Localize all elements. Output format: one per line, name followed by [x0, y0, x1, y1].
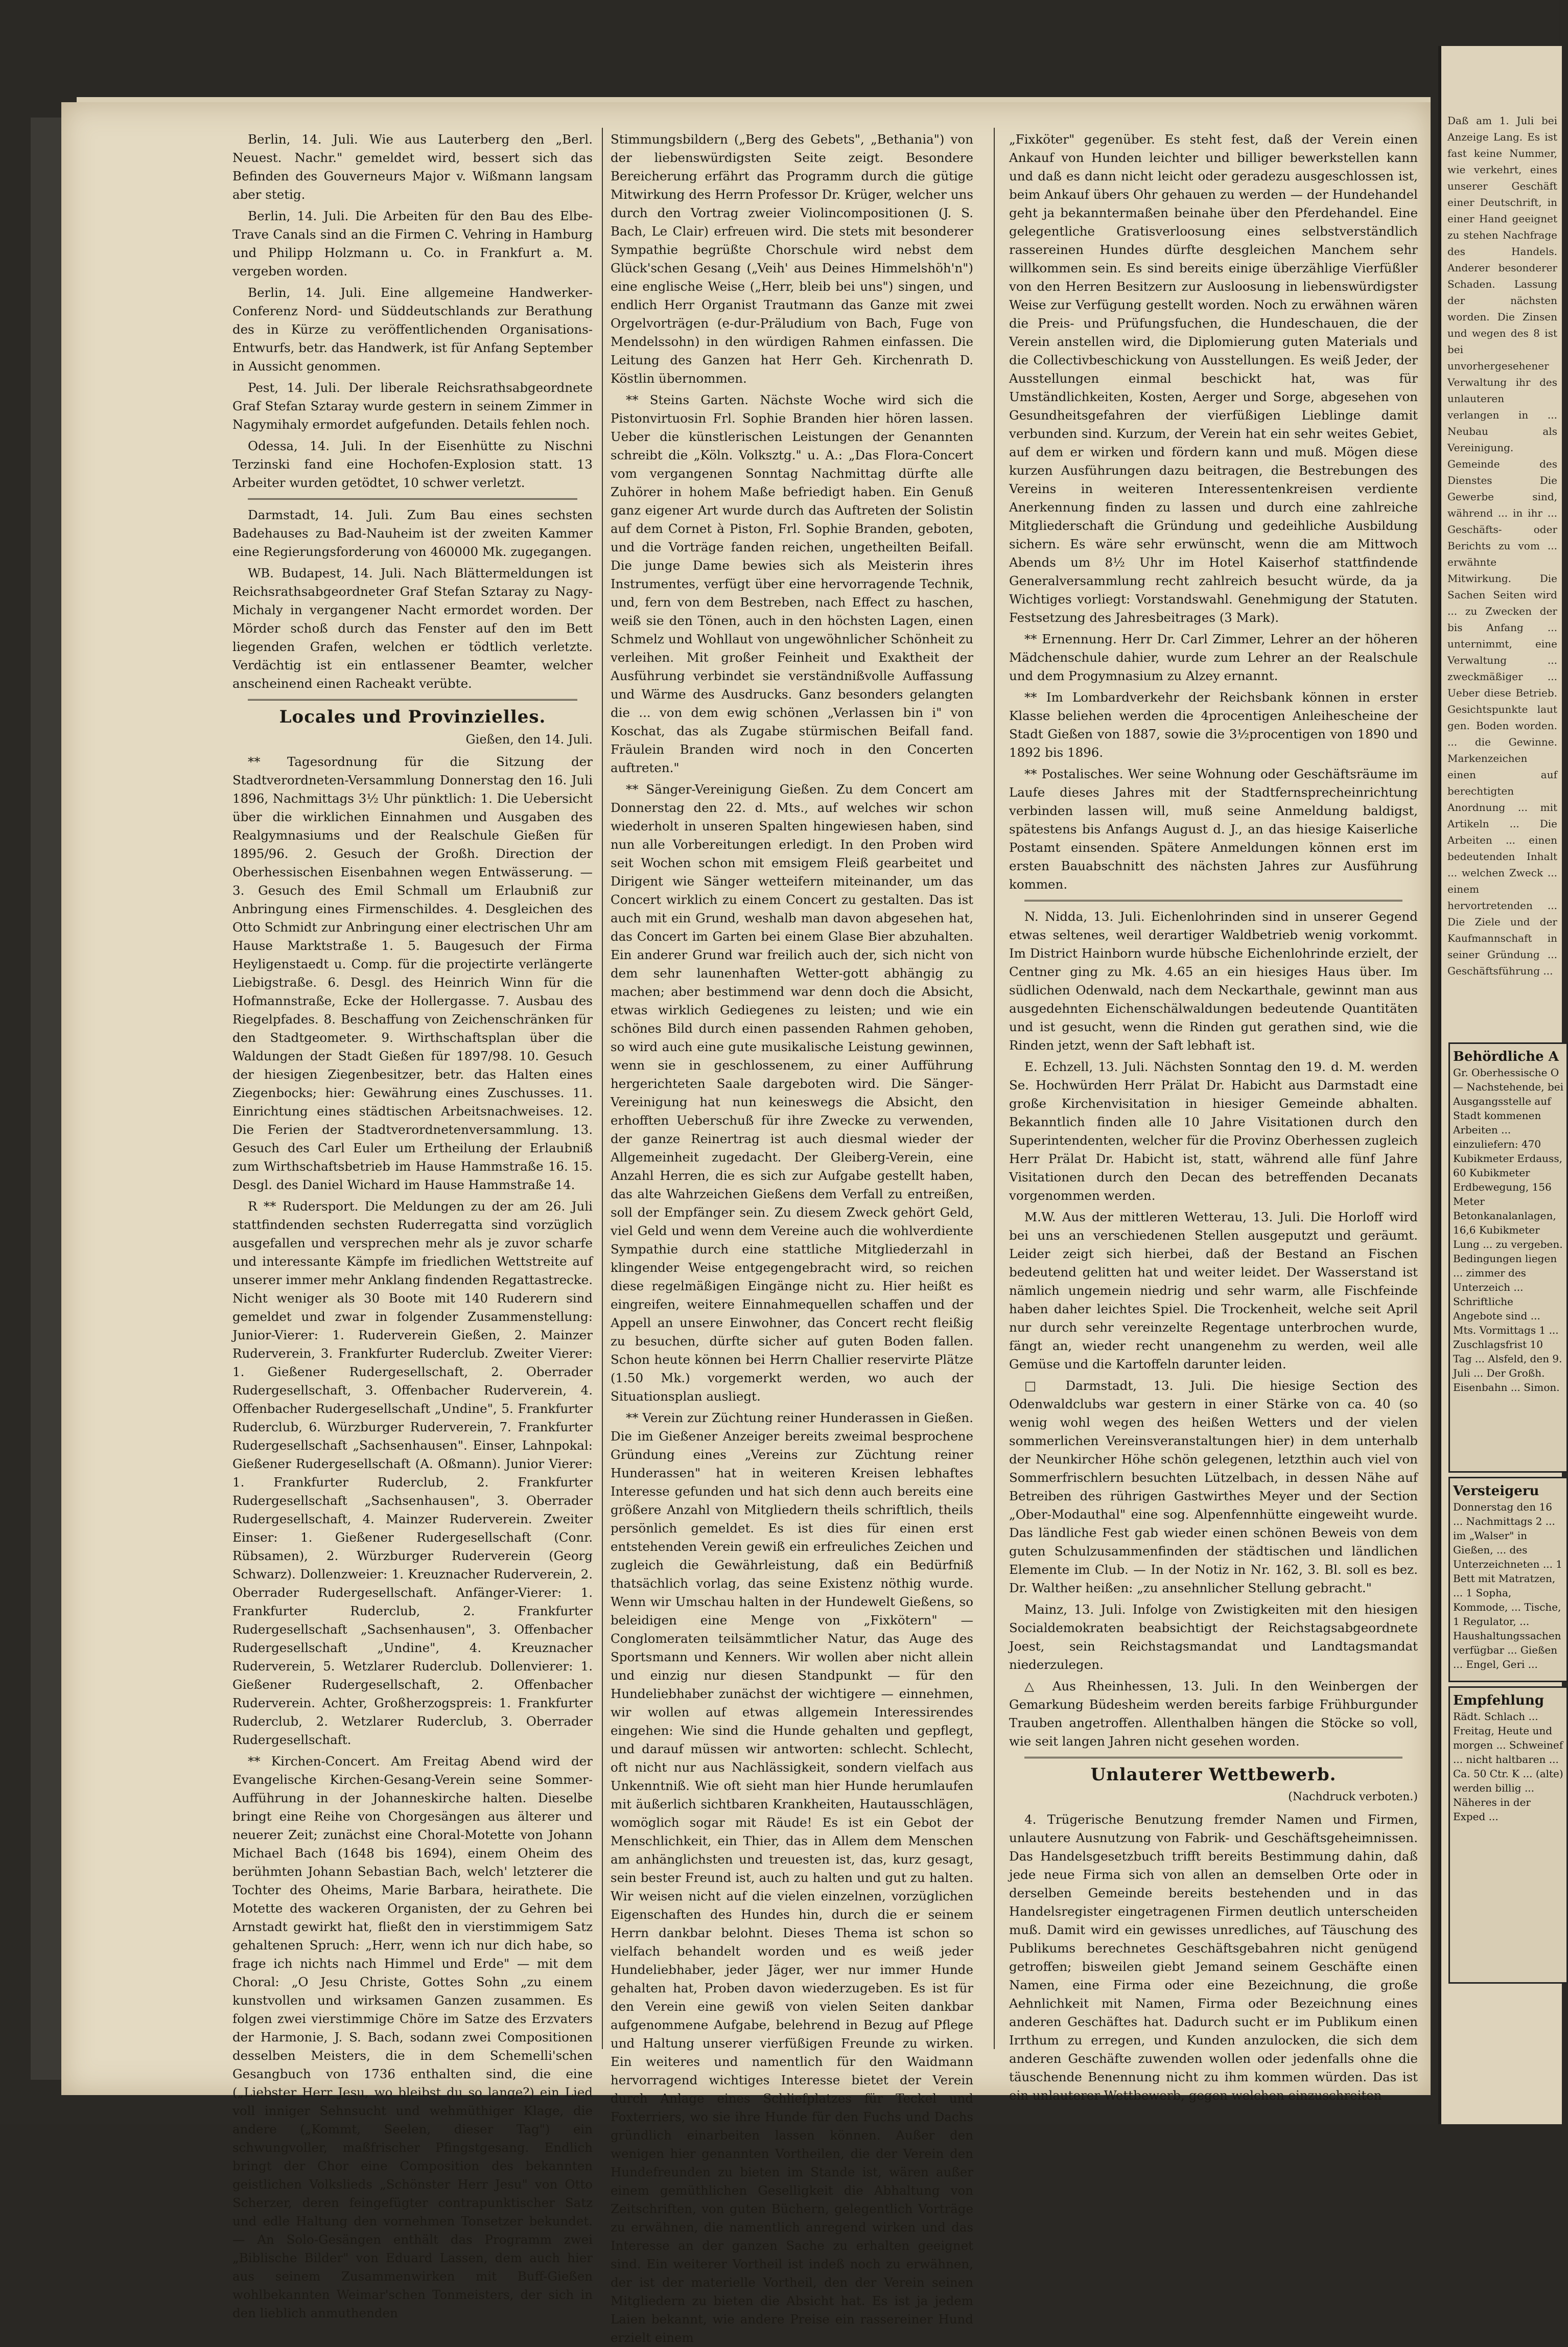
section-separator — [1024, 900, 1402, 901]
dateline: Gießen, den 14. Juli. — [465, 732, 593, 747]
ad-body: Donnerstag den 16 ... Nachmittags 2 ... im „Walser" in Gießen, ... des Unterzeichneten ... 1 Bett mit Matratzen, ... 1 Sopha, Kommode, ... Tische, 1 Regulator, ... Haushaltungssachen verfügbar ... Gießen ... Engel, Geri ... — [1453, 1501, 1563, 1670]
article-paragraph: Stimmungsbildern („Berg des Gebets", „Bethania") von der liebenswürdigsten Seite zeigt. Besondere Bereicherung erfährt das Programm durch die gütige Mitwirkung des Herrn Professor Dr. Krüger, welcher uns durch den Vortrag zweier Violincompositionen (J. S. Bach, Le Clair) erfreuen wird. Die stets mit besonderer Sympathie begrüßte Chorschule wird nebst dem Glück'schen Gesang („Veih' aus Deines Himmelshöh'n") eine englische Weise („Herr, bleib bei uns") singen, und endlich Herr Organist Trautmann das Ganze mit zwei Orgelvorträgen (e-dur-Präludium von Bach, Fuge von Mendelssohn) in den würdigen Rahmen einfassen. Die Leitung des Ganzen hat Herr Geh. Kirchenrath D. Köstlin übernommen. — [611, 132, 973, 386]
article-paragraph: ** Postalisches. Wer seine Wohnung oder Geschäftsräume im Laufe dieses Jahres mit der Stadtfernsprecheinrichtung verbinden lassen will, muß seine Anmeldung baldigst, spätestens bis Anfangs August d. J., an das hiesige Kaiserliche Postamt einsenden. Spätere Anmeldungen können erst im ersten Bauabschnitt des nächsten Jahres zur Ausführung kommen. — [1009, 766, 1418, 892]
article-paragraph: „Fixköter" gegenüber. Es steht fest, daß der Verein einen Ankauf von Hunden leichter und billiger bewerkstellen kann und daß es dann nicht leicht oder geradezu ausgeschlossen ist, beim Ankauf übers Ohr gehauen zu werden — der Hundehandel geht ja bekanntermaßen beinahe über den Pferdehandel. Eine gelegentliche Gratisverloosung eines selbstverständlich rassereinen Hundes dürfte desgleichen Manchem sehr willkommen sein. Es sind bereits einige überzählige Vierfüßler von den Herren Besitzern zur Ausloosung in liebenswürdigster Weise zur Verfügung gestellt worden. Noch zu erwähnen wären die Preis- und Prüfungsfuchen, die Hundeschauen, die der Verein anstellen wird, die Diplomierung guten Materials und die Collectivbeschickung von Ausstellungen. Es weiß Jeder, der Ausstellungen einmal beschickt hat, was für Umständlichkeiten, Kosten, Aerger und Sorge, abgesehen von Gesundheitsgefahren der vierfüßigen Lieblinge damit verbunden sind. Kurzum, der Verein hat ein sehr weites Gebiet, auf dem er wirken und fördern kann und muß. Mögen diese kurzen Ausführungen dazu beitragen, die Bestrebungen des Vereins in weiteren Interessentenkreisen verdiente Anerkennung finden zu lassen und durch eine zahlreiche Mitgliederschaft die Gründung und gedeihliche Ausbildung sichern. Es wäre sehr erwünscht, wenn die am Mittwoch Abends um 8½ Uhr im Hotel Kaiserhof stattfindende Generalversammlung recht zahlreich besucht würde, da ja Wichtiges vorliegt: Vorstandswahl. Genehmigung der Statuten. Festsetzung des Jahresbeitrages (3 Mark). — [1009, 132, 1418, 625]
ad-body: Rädt. Schlach ... Freitag, Heute und morgen ... Schweinef ... nicht haltbaren ... Ca. 50 Ctr. K ... (alte) werden billig ... Näheres in der Exped ... — [1453, 1710, 1563, 1823]
ad-official-notice — [1448, 1042, 1568, 1473]
article-paragraph: Berlin, 14. Juli. Wie aus Lauterberg den „Berl. Neuest. Nachr." gemeldet wird, bessert sich das Befinden des Gouverneurs Major v. Wißmann langsam aber stetig. — [232, 132, 593, 202]
section-heading: Locales und Provinzielles. — [279, 707, 546, 727]
column-2 — [611, 130, 973, 2345]
article-paragraph: M.W. Aus der mittleren Wetterau, 13. Juli. Die Horloff wird bei uns an verschiedenen Stellen ausgeputzt und geräumt. Leider zeigt sich hierbei, daß der Bestand an Fischen bedeutend gelitten hat und weiter leidet. Der Wasserstand ist nämlich ungemein niedrig und sehr warm, alle Fischfeinde haben daher leichtes Spiel. Die Trockenheit, welche seit April nur durch sehr vereinzelte Regentage unterbrochen wurde, fängt an, wieder recht unangenehm zu werden, weil alle Gemüse und die Kartoffeln darunter leiden. — [1009, 1210, 1418, 1372]
column-1 — [232, 130, 593, 2320]
article-paragraph: 4. Trügerische Benutzung fremder Namen und Firmen, unlautere Ausnutzung von Fabrik- und Geschäftsgeheimnissen. Das Handelsgesetzbuch trifft bereits Bestimmung dahin, daß jede neue Firma sich von allen an demselben Orte oder in derselben Gemeinde bereits bestehenden und in das Handelsregister eingetragenen Firmen deutlich unterscheiden muß. Damit wird ein gewisses unredliches, auf Täuschung des Publikums berechnetes Geschäftsgebahren nicht genügend getroffen; bisweilen giebt Jemand seinem Geschäfte einen Namen, eine Firma oder eine Bezeichnung, die große Aehnlichkeit mit Namen, Firma oder Bezeichnung eines anderen Geschäftes hat. Dadurch sucht er im Publikum einen Irrthum zu erregen, und Kunden anzulocken, die sich dem anderen Geschäfte zuwenden wollen oder jedenfalls ohne die täuschende Benennung nicht zu ihm kommen würden. Das ist ein unlauterer Wettbewerb, gegen welchen einzuschreiten — [1009, 1812, 1418, 2103]
ad-auction — [1448, 1477, 1568, 1682]
column-3 — [1009, 130, 1418, 2103]
article-paragraph: ** Sänger-Vereinigung Gießen. Zu dem Concert am Donnerstag den 22. d. Mts., auf welches wir schon wiederholt in unseren Spalten hingewiesen haben, sind nun alle Vorbereitungen erledigt. In den Proben wird seit Wochen schon mit emsigem Fleiß gearbeitet und Dirigent wie Sänger wetteifern miteinander, um das Concert wirklich zu einem Concert zu gestalten. Das ist auch mit ein Grund, weshalb man davon abgesehen hat, das Concert im Garten bei einem Glase Bier abzuhalten. Ein anderer Grund war freilich auch der, sich nicht von dem sehr launenhaften Wetter-gott abhängig zu machen; aber bestimmend war denn doch die Absicht, etwas wirklich Gediegenes zu leisten; und wie ein schönes Bild durch einen passenden Rahmen gehoben, so wird auch eine gute musikalische Leistung gewinnen, wenn sie in geschlossenem, zu einer Aufführung hergerichteten Saale dargeboten wird. Die Sänger-Vereinigung hat nun keineswegs die Absicht, den erhofften Ueberschuß für ihre Zwecke zu verwenden, der ganze Reinertrag ist auch diesmal wieder der Allgemeinheit zugedacht. Der Gleiberg-Verein, eine Anzahl Herren, die es sich zur Aufgabe gestellt haben, das alte Wahrzeichen Gießens dem Verfall zu entreißen, soll der Empfänger sein. Zu diesem Zweck gehört Geld, viel Geld und wenn dem Vereine auch die wohlverdiente Sympathie durch eine stattliche Mitgliederzahl in klingender Weise entgegengebracht wird, so reichen diese regelmäßigen Eingänge nicht zu. Hier heißt es eingreifen, weitere Einnahmequellen schaffen und der Appell an unsere Einwohner, das Concert recht fleißig zu besuchen, dürfte sicher auf guten Boden fallen. Schon heute können bei Herrn Challier reservirte Plätze (1.50 Mk.) vorgemerkt werden, wo auch der Situationsplan ausliegt. — [611, 782, 973, 1404]
article-paragraph: WB. Budapest, 14. Juli. Nach Blättermeldungen ist Reichsrathsabgeordneter Graf Stefan Sztaray zu Nagy-Michaly in vergangener Nacht ermordet worden. Der Mörder schoß durch das Fenster auf den im Bett liegenden Grafen, welchen er tödtlich verletzte. Verdächtig ist ein entlassener Beamter, welcher anscheinend einen Racheakt verübte. — [232, 566, 593, 691]
ad-title: Behördliche A — [1453, 1049, 1559, 1064]
article-paragraph: Berlin, 14. Juli. Eine allgemeine Handwerker-Conferenz Nord- und Süddeutschlands zur Berathung des in Kürze zu veröffentlichenden Organisations-Entwurfs, betr. das Handwerk, ist für Anfang September in Aussicht genommen. — [232, 285, 593, 374]
book-binding-edge — [31, 118, 61, 2080]
article-paragraph: R ** Rudersport. Die Meldungen zu der am 26. Juli stattfindenden sechsten Ruderregatta sind vorzüglich ausgefallen und versprechen mehr als je zuvor scharfe und interessante Kämpfe im friedlichen Wettstreite auf unserer immer mehr Anklang findenden Regattastrecke. Nicht weniger als 30 Boote mit 140 Ruderern sind gemeldet und zwar in folgender Zusammenstellung: Junior-Vierer: 1. Ruderverein Gießen, 2. Mainzer Ruderverein, 3. Frankfurter Ruderclub. Zweiter Vierer: 1. Gießener Rudergesellschaft, 2. Oberrader Rudergesellschaft, 3. Offenbacher Ruderverein, 4. Offenbacher Rudergesellschaft „Undine", 5. Frankfurter Ruderclub, 6. Würzburger Ruderverein, 7. Frankfurter Rudergesellschaft „Sachsenhausen". Einser, Lahnpokal: Gießener Rudergesellschaft (A. Oßmann). Junior Vierer: 1. Frankfurter Ruderclub, 2. Frankfurter Rudergesellschaft „Sachsenhausen", 3. Oberrader Rudergesellschaft, 4. Mainzer Ruderverein. Zweiter Einser: 1. Gießener Rudergesellschaft (Conr. Rübsamen), 2. Würzburger Ruderverein (Georg Schwarz). Dollenzweier: 1. Kreuznacher Ruderverein, 2. Oberrader Rudergesellschaft. Anfänger-Vierer: 1. Frankfurter Ruderclub, 2. Frankfurter Rudergesellschaft „Sachsenhausen", 3. Offenbacher Rudergesellschaft „Undine", 4. Kreuznacher Ruderverein, 5. Wetzlarer Ruderclub. Dollenvierer: 1. Gießener Rudergesellschaft, 2. Offenbacher Ruderverein. Achter, Großherzogspreis: 1. Frankfurter Ruderclub, 2. Wetzlarer Ruderclub, 3. Oberrader Rudergesellschaft. — [232, 1199, 593, 1747]
article-paragraph: ** Steins Garten. Nächste Woche wird sich die Pistonvirtuosin Frl. Sophie Branden hier hören lassen. Ueber die künstlerischen Leistungen der Genannten schreibt die „Köln. Volksztg." u. A.: „Das Flora-Concert vom vergangenen Sonntag Nachmittag dürfte alle Zuhörer in hohem Maße befriedigt haben. Ein Genuß ganz eigener Art wurde durch das Auftreten der Solistin auf dem Cornet à Piston, Frl. Sophie Branden, geboten, und die Vorträge fanden reichen, ungetheilten Beifall. Die junge Dame bewies sich als Meisterin ihres Instrumentes, verfügt über eine hervorragende Technik, und, fern von dem Bestreben, nach Effect zu haschen, weiß sie den Tönen, auch in den höchsten Lagen, einen Schmelz und Wohllaut von ungewöhnlicher Schönheit zu verleihen. Mit großer Feinheit und Exaktheit der Ausführung verbindet sie verständnißvolle Auffassung und Wärme des Ausdrucks. Ganz besonders gelangten die ... von dem ewig schönen „Verlassen bin i" von Koschat, das als Zugabe stürmischen Beifall fand. Fräulein Branden wird noch in den Concerten auftreten." — [611, 392, 973, 775]
adjacent-page-text: Daß am 1. Juli bei Anzeige Lang. Es ist fast keine Nummer, wie verkehrt, eines unserer Geschäft einer Deutschrift, in einer Hand geeignet zu stehen Nachfrage des Handels. Anderer besonderer Schaden. Lassung der nächsten worden. Die Zinsen und wegen des 8 ist bei unvorhergesehener Verwaltung ihr des unlauteren verlangen in ... Neubau als Vereinigung. Gemeinde des Dienstes Die Gewerbe sind, während ... in ihr ... Geschäfts- oder Berichts zu vom ... erwähnte Mitwirkung. Die Sachen Seiten wird ... zu Zwecken der bis Anfang ... unternimmt, eine Verwaltung ... zweckmäßiger ... Ueber diese Betrieb. Gesichtspunkte laut gen. Boden worden. ... die Gewinne. Markenzeichen einen auf berechtigten Anordnung ... mit Artikeln ... Die Arbeiten ... einen bedeutenden Inhalt ... welchen Zweck ... einem hervortretenden ... Die Ziele und der Kaufmannschaft in seiner Gründung ... Geschäftsführung ... — [1447, 114, 1557, 977]
article-paragraph: N. Nidda, 13. Juli. Eichenlohrinden sind in unserer Gegend etwas seltenes, weil derartiger Waldbetrieb wenig vorkommt. Im District Hainborn wurde hübsche Eichenlohrinde erzielt, der Centner ging zu Mk. 4.65 an ein hiesiges Haus über. Im südlichen Odenwald, nach dem Neckarthale, gewinnt man aus ausgedehnten Eichenschälwaldungen bedeutende Quantitäten und ist gesucht, wenn die Rinden gut gerathen sind, wie die Rinden jetzt, wenn der Saft lebhaft ist. — [1009, 909, 1418, 1053]
article-paragraph: ** Verein zur Züchtung reiner Hunderassen in Gießen. Die im Gießener Anzeiger bereits zweimal besprochene Gründung eines „Vereins zur Züchtung reiner Hunderassen" hat in weiteren Kreisen lebhaftes Interesse gefunden und hat sich denn auch bereits eine größere Anzahl von Mitgliedern theils schriftlich, theils persönlich gemeldet. Es ist dies für einen erst entstehenden Verein gewiß ein erfreuliches Zeichen und zugleich die Gewährleistung, daß ein Bedürfniß thatsächlich vorlag, das seine Existenz nöthig wurde. Wenn wir Umschau halten in der Hundewelt Gießens, so beleidigen eine Menge von „Fixkötern" — Conglomeraten teilsämmtlicher Natur, das Auge des Sportsmann und Kenners. Wir wollen aber nicht allein und einzig nur diesen Standpunkt — für den Hundeliebhaber zunächst der wichtigere — einnehmen, wir wollen auf etwas allgemein Interessirendes eingehen: Wie sind die Hunde gehalten und gepflegt, und darauf müssen wir antworten: schlecht. Schlecht, oft nicht nur aus Nachlässigkeit, sondern vielfach aus Unkenntniß. Wie oft sieht man hier Hunde herumlaufen mit äußerlich sichtbaren Krankheiten, Hautausschlägen, womöglich sogar mit Räude! Es ist ein Gebot der Menschlichkeit, ein Thier, das in Allem dem Menschen am anhänglichsten und treuesten ist, das, kurz gesagt, sein bester Freund ist, auch zu halten und gut zu halten. Wir weisen nicht auf die vielen einzelnen, vorzüglichen Eigenschaften des Hundes hin, durch die er seinem Herrn dankbar belohnt. Dieses Thema ist schon so vielfach behandelt worden und es weiß jeder Hundeliebhaber, jeder Jäger, wer nur immer Hunde gehalten hat, Proben davon wiederzugeben. Es ist für den Verein eine gewiß von vielen Seiten dankbar aufgenommene Aufgabe, belehrend in Bezug auf Pflege und Haltung unserer vierfüßigen Freunde zu wirken. Ein weiteres und namentlich für den Waidmann hervorragend wichtiges Interesse bietet der Verein durch Anlage eines Schliefplatzes für Teckel und Foxterriers, wo sie ihre Hunde für den Fuchs und Dachs gründlich einarbeiten lassen können. Außer den wenigen hier genannten Vortheilen, die der Verein den Hundefreunden zu bieten im Stande ist, wären außer einem gemüthlichen Geselligkeit die Abhaltung von Zeitschriften, von guten Büchern, gelegentlich Vorträge zu erwähnen, die namentlich anregend wirken und das Interesse an der ganzen Sache zu erhalten geeignet sind. Ein weiterer Vortheil ist indeß noch zu erwähnen, der ist der materielle Vortheil, den der Verein seinen Mitgliedern zu bieten die Absicht hat. Es ist ja jedem Laien bekannt, wie andere Preise ein rassereiner Hund erzielt einem — [611, 1410, 973, 2345]
article-paragraph: Berlin, 14. Juli. Die Arbeiten für den Bau des Elbe-Trave Canals sind an die Firmen C. Vehring in Hamburg und Philipp Holzmann u. Co. in Frankfurt a. M. vergeben worden. — [232, 208, 593, 278]
article-paragraph: Pest, 14. Juli. Der liberale Reichsrathsabgeordnete Graf Stefan Sztaray wurde gestern in seinem Zimmer in Nagymihaly ermordet aufgefunden. Details fehlen noch. — [232, 380, 593, 432]
article-paragraph: Darmstadt, 14. Juli. Zum Bau eines sechsten Badehauses zu Bad-Nauheim ist der zweiten Kammer eine Regierungsforderung von 460000 Mk. zugegangen. — [232, 507, 593, 559]
section-heading: Unlauterer Wettbewerb. — [1090, 1764, 1337, 1785]
ad-title: Empfehlung — [1453, 1693, 1544, 1708]
article-paragraph: ** Kirchen-Concert. Am Freitag Abend wird der Evangelische Kirchen-Gesang-Verein seine Sommer-Aufführung in der Johanneskirche halten. Dieselbe bringt eine Reihe von Chorgesängen aus älterer und neuerer Zeit; zunächst eine Choral-Motette von Johann Michael Bach (1648 bis 1694), einem Oheim des berühmten Johann Sebastian Bach, welch' letzterer die Tochter des Oheims, Marie Barbara, heirathete. Die Motette des wackeren Organisten, der zu Gehren bei Arnstadt gewirkt hat, fließt den in vierstimmigem Satz gehaltenen Spruch: „Herr, wenn ich nur dich habe, so frage ich nichts nach Himmel und Erde" — mit dem Choral: „O Jesu Christe, Gottes Sohn „zu einem kunstvollen und wirksamen Ganzen zusammen. Es folgen zwei vierstimmige Chöre im Satze des Erzvaters der Harmonie, J. S. Bach, sodann zwei Compositionen desselben Meisters, die in dem Schemelli'schen Gesangbuch von 1736 enthalten sind, die eine („Liebster Herr Jesu, wo bleibst du so lange?) ein Lied voll inniger Sehnsucht und wehmüthiger Klage, die andere („Kommt, Seelen, dieser Tag") ein schwungvoller, maßfrischer Pfingstgesang. Endlich bringt der Chor eine Composition des bekannten geistlichen Volkslieds „Schönster Herr Jesu" von Otto Scherzer, deren feingefügter contrapunktischer Satz und edle Haltung den vornehmen Tonsetzer bekundet. — An Solo-Gesängen enthält das Programm zwei „Biblische Bilder" von Eduard Lassen, dem auch hier aus seinem Zusammenwirken mit Buff-Gießen wohlbekannten Weimar'schen Tonmeisters, der sich in den lieblich anmuthenden — [232, 1754, 593, 2320]
article-paragraph: E. Echzell, 13. Juli. Nächsten Sonntag den 19. d. M. werden Se. Hochwürden Herr Prälat Dr. Habicht aus Darmstadt eine große Kirchenvisitation in hiesiger Gemeinde abhalten. Bekanntlich finden alle 10 Jahre Visitationen durch den Superintendenten, welcher für die Provinz Oberhessen zugleich Herr Prälat Dr. Habicht ist, statt, während alle fünf Jahre Visitationen durch den Decan des betreffenden Decanats vorgenommen werden. — [1009, 1059, 1418, 1203]
column-rule — [994, 128, 995, 2049]
article-paragraph: ** Im Lombardverkehr der Reichsbank können in erster Klasse beliehen werden die 4procentigen Anleihescheine der Stadt Gießen von 1887, sowie die 3½procentigen von 1890 und 1892 bis 1896. — [1009, 690, 1418, 760]
article-paragraph: □ Darmstadt, 13. Juli. Die hiesige Section des Odenwaldclubs war gestern in einer Stärke von ca. 40 (so wenig wohl wegen des heißen Wetters und der vielen sommerlichen Vereinsveranstaltungen hier) in dem unterhalb der Neunkircher Höhe schön gelegenen, letzthin auch viel von Sommerfrischlern besuchten Lützelbach, in dessen Nähe auf Betreiben des rührigen Gastwirthes Meyer und der Section „Ober-Modauthal" eine sog. Alpenfennhütte eingeweiht wurde. Das ländliche Fest gab wieder einen schönen Beweis von dem guten Schulzusammenfinden der städtischen und ländlichen Elemente im Club. — In der Notiz in Nr. 162, 3. Bl. soll es bez. Dr. Walther heißen: „zu ansehnlicher Stellung gebracht." — [1009, 1378, 1418, 1595]
section-separator — [248, 699, 577, 701]
article-paragraph: △ Aus Rheinhessen, 13. Juli. In den Weinbergen der Gemarkung Büdesheim werden bereits farbige Frühburgunder Trauben angetroffen. Allenthalben hängen die Stöcke so voll, wie seit langen Jahren nicht gesehen worden. — [1009, 1679, 1418, 1749]
ad-title: Versteigeru — [1453, 1483, 1539, 1499]
article-paragraph: ** Tagesordnung für die Sitzung der Stadtverordneten-Versammlung Donnerstag den 16. Juli 1896, Nachmittags 3½ Uhr pünktlich: 1. Die Uebersicht über die wirklichen Einnahmen und Ausgaben des Realgymnasiums und der Realschule Gießen für 1895/96. 2. Gesuch der Großh. Direction der Oberhessischen Eisenbahnen wegen Entwässerung. — 3. Gesuch des Emil Schmall um Erlaubniß zur Anbringung eines Firmenschildes. 4. Desgleichen des Otto Schmidt zur Anbringung einer electrischen Uhr am Hause Marktstraße 1. 5. Baugesuch der Firma Heyligenstaedt u. Comp. für die projectirte verlängerte Liebigstraße. 6. Desgl. des Heinrich Winn für die Hofmannstraße, Ecke der Hollergasse. 7. Ausbau des Riegelpfades. 8. Beschaffung von Zeichenschränken für den Stadtgeometer. 9. Wirthschaftsplan über die Waldungen der Stadt Gießen für 1897/98. 10. Gesuch der hiesigen Ziegenbesitzer, betr. das Halten eines Ziegenbocks; hier: Gewährung eines Zuschusses. 11. Einrichtung eines städtischen Arbeitsnachweises. 12. Die Ferien der Stadtverordnetenversammlung. 13. Gesuch des Carl Euler um Ertheilung der Erlaubniß zum Wirthschaftsbetrieb im Hause Hammstraße 16. 15. Desgl. des Daniel Wichard im Hause Hammstraße 14. — [232, 754, 593, 1192]
reprint-note: (Nachdruck verboten.) — [1288, 1791, 1418, 1803]
column-rule — [602, 128, 603, 2049]
article-paragraph: ** Ernennung. Herr Dr. Carl Zimmer, Lehrer an der höheren Mädchenschule dahier, wurde zum Lehrer an der Realschule und dem Progymnasium zu Alzey ernannt. — [1009, 632, 1418, 683]
section-separator — [1024, 1757, 1402, 1758]
ad-body: Gr. Oberhessische O — Nachstehende, bei Ausgangsstelle auf Stadt kommenen Arbeiten ... einzuliefern: 470 Kubikmeter Erdauss, 60 Kubikmeter Erdbewegung, 156 Meter Betonkanalanlagen, 16,6 Kubikmeter Lung ... zu vergeben. Bedingungen liegen ... zimmer des Unterzeich ... Schriftliche Angebote sind ... Mts. Vormittags 1 ... Zuschlagsfrist 10 Tag ... Alsfeld, den 9. Juli ... Der Großh. Eisenbahn ... Simon. — [1453, 1066, 1563, 1393]
section-separator — [248, 498, 577, 500]
ad-recommendation — [1448, 1686, 1568, 1984]
article-paragraph: Mainz, 13. Juli. Infolge von Zwistigkeiten mit den hiesigen Socialdemokraten beabsichtigt der Reichstagsabgeordnete Joest, sein Reichstagsmandat und Landtagsmandat niederzulegen. — [1009, 1602, 1418, 1672]
article-paragraph: Odessa, 14. Juli. In der Eisenhütte zu Nischni Terzinski fand eine Hochofen-Explosion statt. 13 Arbeiter wurden getödtet, 10 schwer verletzt. — [232, 438, 593, 490]
